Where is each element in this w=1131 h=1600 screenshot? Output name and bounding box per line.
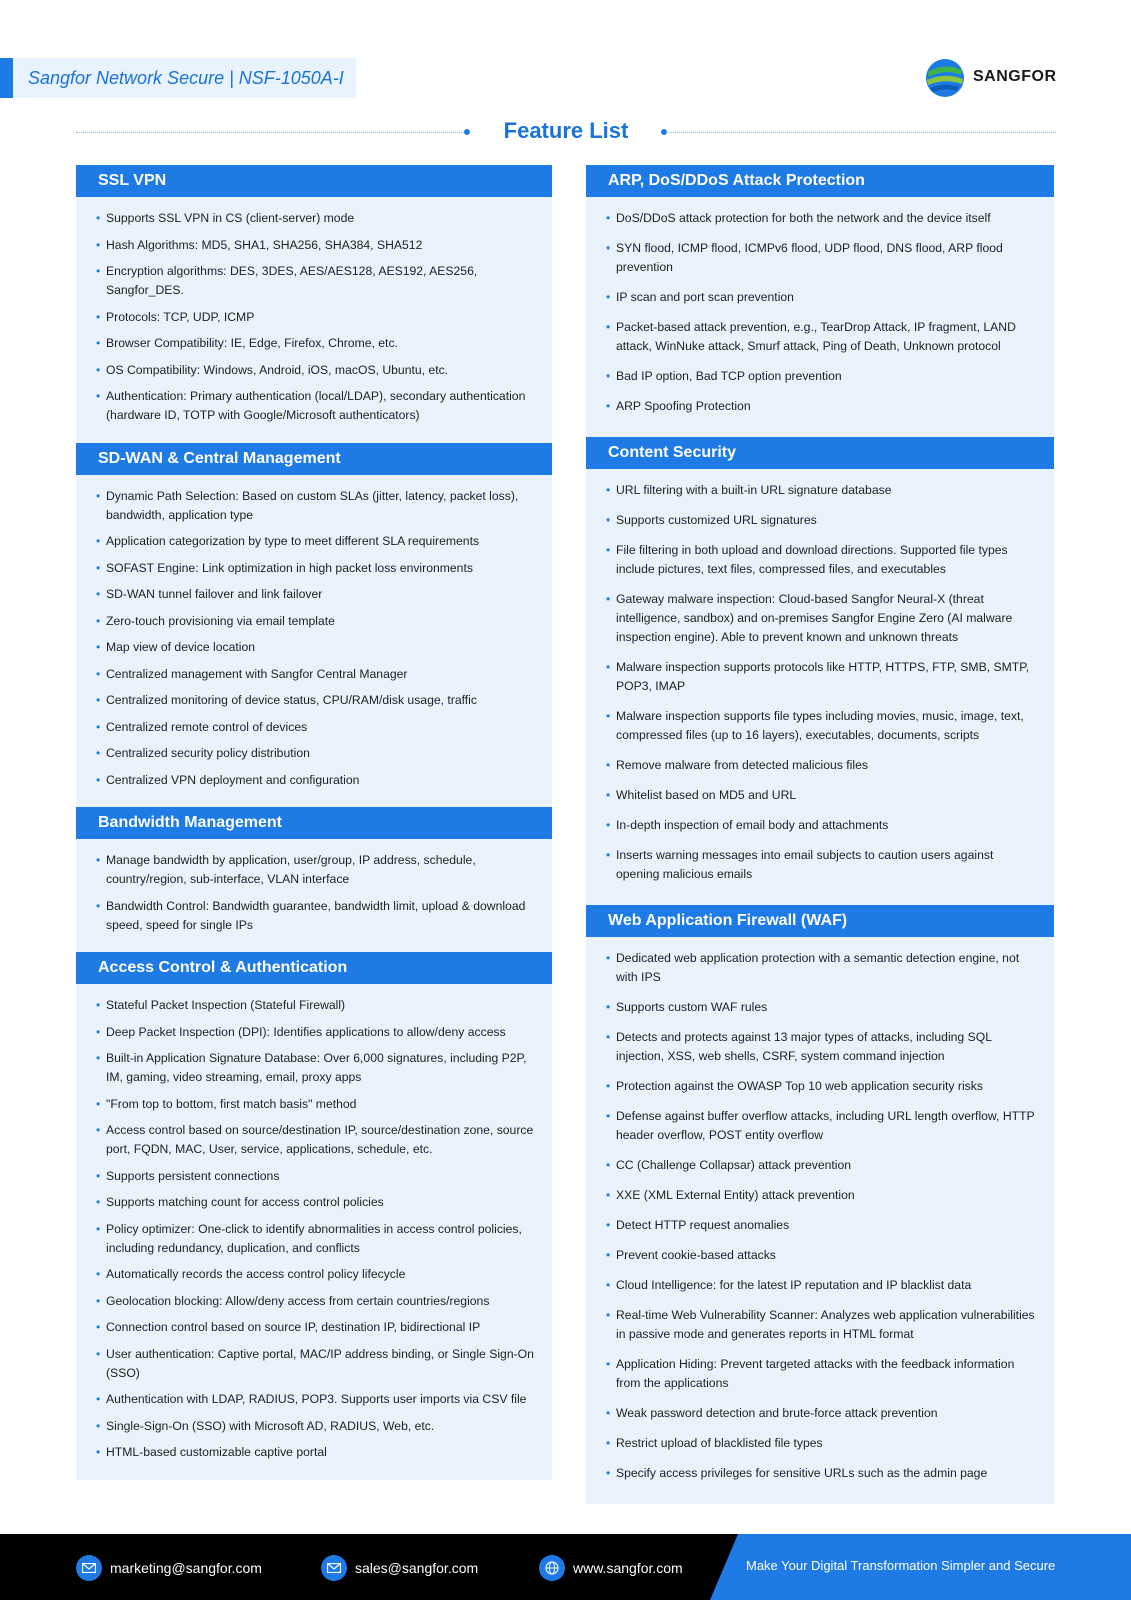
feature-item: • Access control based on source/destination IP, source/destination zone, source port, FQDN, MAC, User, service, applications, schedule, etc. [96, 1121, 536, 1159]
feature-item: • Detect HTTP request anomalies [606, 1216, 1038, 1235]
feature-list [96, 209, 536, 425]
feature-item: • Real-time Web Vulnerability Scanner: Analyzes web application vulnerabilities in passive mode and generates reports in HTML format [606, 1306, 1038, 1344]
mail-icon [321, 1555, 347, 1581]
feature-item: • Detects and protects against 13 major types of attacks, including SQL injection, XSS, web shells, CSRF, system command injection [606, 1028, 1038, 1066]
feature-item: • "From top to bottom, first match basis" method [96, 1095, 536, 1114]
section-heading: Access Control & Authentication [76, 952, 552, 984]
feature-item: • HTML-based customizable captive portal [96, 1443, 536, 1462]
footer-website[interactable] [539, 1555, 683, 1581]
brand-name: SANGFOR [973, 68, 1057, 85]
divider-right [666, 132, 1056, 133]
feature-item: • Single-Sign-On (SSO) with Microsoft AD, RADIUS, Web, etc. [96, 1417, 536, 1436]
feature-item: • Authentication: Primary authentication (local/LDAP), secondary authentication (hardware ID, TOTP with Google/Microsoft authenticators) [96, 387, 536, 425]
feature-item: • OS Compatibility: Windows, Android, iOS, macOS, Ubuntu, etc. [96, 361, 536, 380]
section-body [586, 937, 1054, 1504]
section-body [76, 984, 552, 1480]
section-body [586, 469, 1054, 905]
feature-item: • Manage bandwidth by application, user/group, IP address, schedule, country/region, sub-interface, VLAN interface [96, 851, 536, 889]
feature-item: • Whitelist based on MD5 and URL [606, 786, 1038, 805]
feature-item: • DoS/DDoS attack protection for both the network and the device itself [606, 209, 1038, 228]
banner-accent [0, 58, 13, 98]
section-heading: SD-WAN & Central Management [76, 443, 552, 475]
feature-item: • CC (Challenge Collapsar) attack prevention [606, 1156, 1038, 1175]
feature-item: • IP scan and port scan prevention [606, 288, 1038, 307]
feature-list [606, 481, 1038, 884]
section-sd-wan-central-management [76, 443, 552, 808]
feature-item: • Specify access privileges for sensitive URLs such as the admin page [606, 1464, 1038, 1483]
feature-item: • Centralized security policy distribution [96, 744, 536, 763]
feature-item: • Restrict upload of blacklisted file types [606, 1434, 1038, 1453]
feature-item: • Supports SSL VPN in CS (client-server) mode [96, 209, 536, 228]
feature-list [606, 949, 1038, 1483]
feature-item: • Prevent cookie-based attacks [606, 1246, 1038, 1265]
feature-item: • Bandwidth Control: Bandwidth guarantee, bandwidth limit, upload & download speed, speed for single IPs [96, 897, 536, 935]
feature-item: • Supports custom WAF rules [606, 998, 1038, 1017]
feature-item: • Remove malware from detected malicious files [606, 756, 1038, 775]
feature-item: • Malware inspection supports protocols like HTTP, HTTPS, FTP, SMB, SMTP, POP3, IMAP [606, 658, 1038, 696]
feature-item: • Malware inspection supports file types including movies, music, image, text, compressed files (up to 16 layers), executables, documents, scripts [606, 707, 1038, 745]
product-banner [0, 58, 356, 98]
feature-item: • In-depth inspection of email body and attachments [606, 816, 1038, 835]
feature-item: • Built-in Application Signature Database: Over 6,000 signatures, including P2P, IM, gaming, video streaming, email, proxy apps [96, 1049, 536, 1087]
section-arp-dos-ddos-attack-protection [586, 165, 1054, 437]
feature-item: • Weak password detection and brute-force attack prevention [606, 1404, 1038, 1423]
feature-item: • Defense against buffer overflow attacks, including URL length overflow, HTTP header overflow, POST entity overflow [606, 1107, 1038, 1145]
feature-item: • SOFAST Engine: Link optimization in high packet loss environments [96, 559, 536, 578]
feature-item: • Dynamic Path Selection: Based on custom SLAs (jitter, latency, packet loss), bandwidth, application type [96, 487, 536, 525]
section-web-application-firewall-waf [586, 905, 1054, 1504]
feature-item: • Deep Packet Inspection (DPI): Identifies applications to allow/deny access [96, 1023, 536, 1042]
footer [0, 1534, 1131, 1600]
footer-website-text: www.sangfor.com [573, 1560, 683, 1576]
feature-item: • Protection against the OWASP Top 10 web application security risks [606, 1077, 1038, 1096]
feature-item: • Gateway malware inspection: Cloud-based Sangfor Neural-X (threat intelligence, sandbox) and on-premises Sangfor Engine Zero (AI malware inspection engine). Able to prevent known and unknown threats [606, 590, 1038, 647]
feature-item: • ARP Spoofing Protection [606, 397, 1038, 416]
feature-item: • Map view of device location [96, 638, 536, 657]
feature-item: • XXE (XML External Entity) attack prevention [606, 1186, 1038, 1205]
feature-item: • Application Hiding: Prevent targeted attacks with the feedback information from the applications [606, 1355, 1038, 1393]
feature-item: • Policy optimizer: One-click to identify abnormalities in access control policies, including redundancy, duplication, and conflicts [96, 1220, 536, 1258]
section-body [76, 197, 552, 443]
footer-slogan: Make Your Digital Transformation Simpler and Secure [746, 1558, 1056, 1573]
feature-item: • Application categorization by type to meet different SLA requirements [96, 532, 536, 551]
feature-item: • Supports persistent connections [96, 1167, 536, 1186]
section-heading: Web Application Firewall (WAF) [586, 905, 1054, 937]
feature-item: • Centralized monitoring of device status, CPU/RAM/disk usage, traffic [96, 691, 536, 710]
feature-item: • Cloud Intelligence: for the latest IP reputation and IP blacklist data [606, 1276, 1038, 1295]
feature-item: • Protocols: TCP, UDP, ICMP [96, 308, 536, 327]
section-bandwidth-management [76, 807, 552, 952]
globe-icon [539, 1555, 565, 1581]
feature-list [96, 487, 536, 790]
divider-dot-left [464, 129, 470, 135]
product-title: Sangfor Network Secure | NSF-1050A-I [28, 68, 344, 88]
section-body [76, 475, 552, 808]
section-heading: SSL VPN [76, 165, 552, 197]
section-body [586, 197, 1054, 437]
footer-email-sales[interactable] [321, 1555, 478, 1581]
feature-item: • Connection control based on source IP, destination IP, bidirectional IP [96, 1318, 536, 1337]
feature-item: • Geolocation blocking: Allow/deny access from certain countries/regions [96, 1292, 536, 1311]
section-content-security [586, 437, 1054, 905]
feature-item: • SYN flood, ICMP flood, ICMPv6 flood, UDP flood, DNS flood, ARP flood prevention [606, 239, 1038, 277]
feature-list [606, 209, 1038, 416]
feature-item: • File filtering in both upload and download directions. Supported file types include pictures, text files, compressed files, and executables [606, 541, 1038, 579]
feature-item: • Centralized management with Sangfor Central Manager [96, 665, 536, 684]
feature-item: • Authentication with LDAP, RADIUS, POP3. Supports user imports via CSV file [96, 1390, 536, 1409]
right-column [586, 165, 1054, 1504]
section-heading: ARP, DoS/DDoS Attack Protection [586, 165, 1054, 197]
divider-left [76, 132, 466, 133]
footer-email-marketing[interactable] [76, 1555, 262, 1581]
feature-item: • Dedicated web application protection with a semantic detection engine, not with IPS [606, 949, 1038, 987]
feature-item: • Supports matching count for access control policies [96, 1193, 536, 1212]
feature-item: • Hash Algorithms: MD5, SHA1, SHA256, SHA384, SHA512 [96, 236, 536, 255]
feature-list [96, 996, 536, 1462]
sangfor-logo [925, 56, 1055, 100]
section-access-control-authentication [76, 952, 552, 1480]
left-column [76, 165, 552, 1480]
section-heading: Bandwidth Management [76, 807, 552, 839]
feature-item: • Browser Compatibility: IE, Edge, Firefox, Chrome, etc. [96, 334, 536, 353]
section-heading: Content Security [586, 437, 1054, 469]
feature-item: • Packet-based attack prevention, e.g., TearDrop Attack, IP fragment, LAND attack, WinNuke attack, Smurf attack, Ping of Death, Unknown protocol [606, 318, 1038, 356]
feature-item: • Supports customized URL signatures [606, 511, 1038, 530]
feature-item: • Stateful Packet Inspection (Stateful Firewall) [96, 996, 536, 1015]
feature-item: • Bad IP option, Bad TCP option prevention [606, 367, 1038, 386]
feature-item: • Centralized VPN deployment and configuration [96, 771, 536, 790]
feature-item: • SD-WAN tunnel failover and link failover [96, 585, 536, 604]
feature-item: • Inserts warning messages into email subjects to caution users against opening malicious emails [606, 846, 1038, 884]
feature-list-heading [76, 116, 1056, 148]
feature-item: • Centralized remote control of devices [96, 718, 536, 737]
footer-email-marketing-text: marketing@sangfor.com [110, 1560, 262, 1576]
page-title: Feature List [503, 118, 629, 143]
footer-email-sales-text: sales@sangfor.com [355, 1560, 479, 1576]
feature-item: • User authentication: Captive portal, MAC/IP address binding, or Single Sign-On (SSO) [96, 1345, 536, 1383]
feature-item: • Zero-touch provisioning via email template [96, 612, 536, 631]
feature-item: • Encryption algorithms: DES, 3DES, AES/AES128, AES192, AES256, Sangfor_DES. [96, 262, 536, 300]
sangfor-logo-icon [925, 58, 965, 98]
feature-item: • URL filtering with a built-in URL signature database [606, 481, 1038, 500]
section-body [76, 839, 552, 952]
feature-list [96, 851, 536, 935]
mail-icon [76, 1555, 102, 1581]
feature-item: • Automatically records the access control policy lifecycle [96, 1265, 536, 1284]
section-ssl-vpn [76, 165, 552, 443]
